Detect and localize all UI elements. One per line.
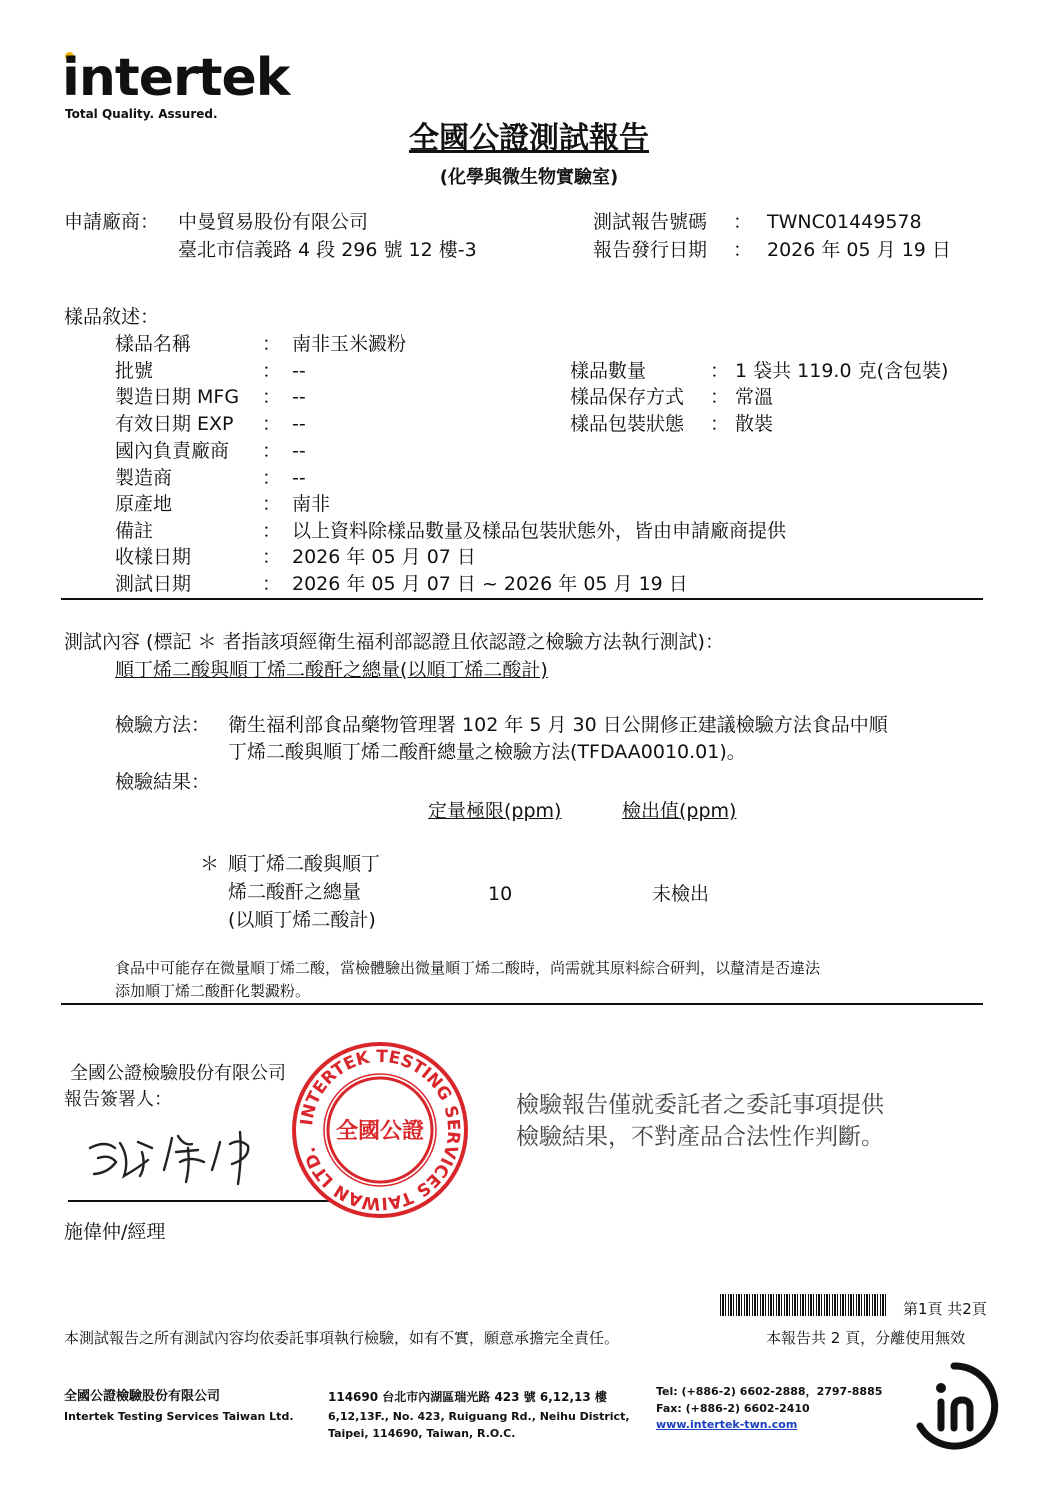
footer-fax: Fax: (+886-2) 6602-2410 [656, 1402, 810, 1415]
method-line-1: 衛生福利部食品藥物管理署 102 年 5 月 30 日公開修正建議檢驗方法食品中順 [228, 714, 888, 736]
result-label: 檢驗結果： [115, 771, 211, 793]
sample-colon: ： [262, 520, 282, 542]
sample-colon: ： [262, 360, 282, 382]
sample-colon: ： [710, 413, 730, 435]
report-no-label: 測試報告號碼 [593, 211, 708, 233]
sample-value: -- [292, 386, 306, 408]
signer-name: 施偉仲/經理 [64, 1221, 166, 1243]
sample-label: 樣品名稱 [115, 333, 192, 355]
sign-company: 全國公證檢驗股份有限公司 [70, 1063, 286, 1084]
sample-colon: ： [262, 573, 282, 595]
handwritten-signature [80, 1118, 280, 1188]
sample-value: 南非 [292, 493, 331, 515]
footer-website-link[interactable]: www.intertek-twn.com [656, 1418, 798, 1431]
sample-value: 2026 年 05 月 07 日 [292, 546, 476, 568]
footer-address-en-2: Taipei, 114690, Taiwan, R.O.C. [328, 1427, 516, 1440]
note-line-1: 食品中可能存在微量順丁烯二酸，當檢體驗出微量順丁烯二酸時，尚需就其原料綜合研判，以釐清是否違法 [115, 959, 821, 977]
sample-colon: ： [262, 493, 282, 515]
sample-colon: ： [262, 333, 282, 355]
issue-date-colon: ： [733, 239, 753, 261]
company-seal [290, 1040, 470, 1220]
sample-colon: ： [262, 467, 282, 489]
sample-colon: ： [262, 413, 282, 435]
divider [61, 598, 983, 600]
sample-label: 批號 [115, 360, 154, 382]
test-item-title: 順丁烯二酸與順丁烯二酸酐之總量(以順丁烯二酸計) [115, 659, 548, 681]
applicant-address: 臺北市信義路 4 段 296 號 12 樓-3 [178, 239, 477, 261]
note-line-2: 添加順丁烯二酸酐化製澱粉。 [115, 982, 311, 1000]
sample-label: 有效日期 EXP [115, 413, 234, 435]
sample-value: 2026 年 05 月 07 日 ~ 2026 年 05 月 19 日 [292, 573, 688, 595]
issue-date: 2026 年 05 月 19 日 [767, 239, 951, 261]
sample-label: 原產地 [115, 493, 173, 515]
sample-value: -- [292, 360, 306, 382]
sample-value: 散裝 [735, 413, 774, 435]
intertek-logo: intertek [62, 48, 290, 108]
accredited-mark: ＊ [200, 853, 220, 875]
signer-label: 報告簽署人： [64, 1089, 172, 1110]
footer-company-en: Intertek Testing Services Taiwan Ltd. [64, 1410, 294, 1423]
issue-date-label: 報告發行日期 [593, 239, 708, 261]
sample-value: -- [292, 440, 306, 462]
page-title: 全國公證測試報告 [409, 121, 649, 156]
result-limit: 10 [488, 883, 513, 905]
barcode [720, 1294, 886, 1316]
applicant-name: 中曼貿易股份有限公司 [178, 211, 369, 233]
footer-pages-note: 本報告共 2 頁，分離使用無效 [766, 1329, 966, 1347]
footer-statement: 本測試報告之所有測試內容均依委託事項執行檢驗，如有不實，願意承擔完全責任。 [64, 1329, 620, 1347]
seal-center-text: 全國公證 [335, 1119, 425, 1144]
report-no: TWNC01449578 [767, 211, 922, 233]
analyte-line-2: 烯二酸酐之總量 [228, 881, 362, 903]
method-line-2: 丁烯二酸與順丁烯二酸酐總量之檢驗方法(TFDAA0010.01)。 [228, 741, 746, 763]
logo-tagline: Total Quality. Assured. [65, 107, 218, 121]
disclaimer-line-2: 檢驗結果，不對產品合法性作判斷。 [516, 1124, 884, 1150]
sample-value: 1 袋共 119.0 克(含包裝) [735, 360, 949, 382]
sample-label: 測試日期 [115, 573, 192, 595]
footer-address-en-1: 6,12,13F., No. 423, Ruiguang Rd., Neihu District, [328, 1410, 630, 1423]
sample-label: 樣品數量 [570, 360, 647, 382]
seal-ring-text: INTERTEK TESTING SERVICES TAIWAN LTD. [297, 1046, 464, 1214]
sample-value: -- [292, 467, 306, 489]
disclaimer-line-1: 檢驗報告僅就委託者之委託事項提供 [516, 1092, 884, 1118]
sample-heading: 樣品敘述： [64, 306, 160, 328]
sample-label: 製造商 [115, 467, 173, 489]
sample-label: 收樣日期 [115, 546, 192, 568]
result-value: 未檢出 [652, 883, 710, 905]
method-label: 檢驗方法： [115, 714, 211, 736]
footer-company-zh: 全國公證檢驗股份有限公司 [64, 1389, 221, 1404]
applicant-label: 申請廠商： [64, 211, 160, 233]
test-content-heading: 測試內容 (標記 ＊ 者指該項經衛生福利部認證且依認證之檢驗方法執行測試)： [64, 631, 724, 653]
sample-colon: ： [262, 440, 282, 462]
col-header-limit: 定量極限(ppm) [428, 800, 562, 822]
analyte-line-3: (以順丁烯二酸計) [228, 909, 376, 931]
sample-label: 製造日期 MFG [115, 386, 240, 408]
report-no-colon: ： [733, 211, 753, 233]
sample-value: -- [292, 413, 306, 435]
analyte-line-1: 順丁烯二酸與順丁 [228, 853, 381, 875]
page-info: 第1頁 共2頁 [903, 1300, 987, 1318]
divider [61, 1003, 983, 1005]
sample-colon: ： [710, 360, 730, 382]
sample-colon: ： [262, 546, 282, 568]
sample-colon: ： [710, 386, 730, 408]
sample-label: 國內負責廠商 [115, 440, 230, 462]
intertek-circle-logo-icon [908, 1360, 1000, 1452]
sample-label: 備註 [115, 520, 154, 542]
footer-tel: Tel: (+886-2) 6602-2888，2797-8885 [656, 1385, 883, 1398]
sample-colon: ： [262, 386, 282, 408]
sample-value: 常溫 [735, 386, 774, 408]
sample-label: 樣品包裝狀態 [570, 413, 685, 435]
sample-value: 以上資料除樣品數量及樣品包裝狀態外，皆由申請廠商提供 [292, 520, 787, 542]
sample-label: 樣品保存方式 [570, 386, 685, 408]
footer-address-zh: 114690 台北市內湖區瑞光路 423 號 6,12,13 樓 [328, 1390, 607, 1404]
sample-value: 南非玉米澱粉 [292, 333, 407, 355]
page-subtitle: (化學與微生物實驗室) [439, 167, 619, 188]
col-header-value: 檢出值(ppm) [622, 800, 737, 822]
